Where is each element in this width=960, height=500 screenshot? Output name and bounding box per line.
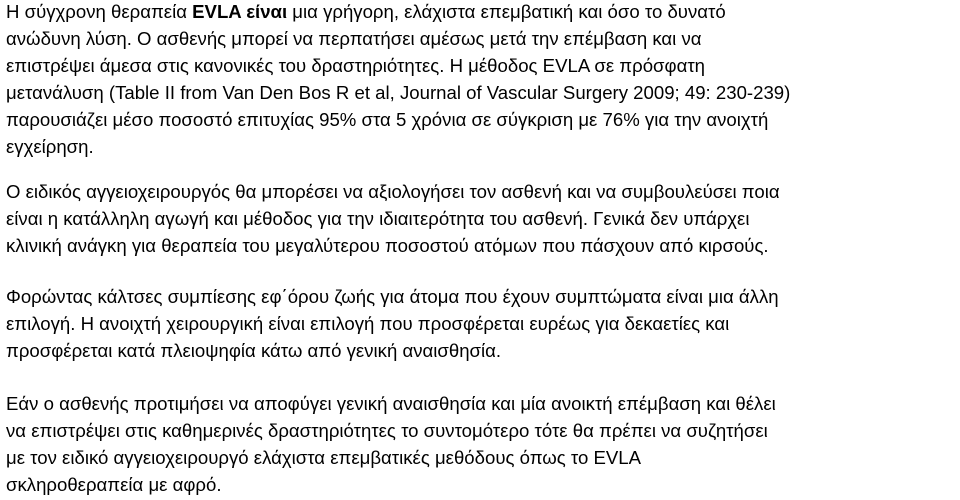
text-line <box>6 207 749 231</box>
text-line <box>6 234 769 258</box>
text-line <box>6 0 726 24</box>
text-line <box>6 312 729 336</box>
text-run: ανώδυνη λύση. Ο ασθενής μπορεί να περπατήσει αμέσως μετά την επέμβαση και να <box>6 28 702 49</box>
text-line <box>6 54 705 78</box>
text-line <box>6 135 94 159</box>
text-run: να επιστρέψει στις καθημερινές δραστηριότητες το συντομότερο τότε θα πρέπει να συζητήσει <box>6 420 768 441</box>
text-line <box>6 285 779 309</box>
text-line <box>6 446 641 470</box>
text-run: με τον ειδικό αγγειοχειρουργό ελάχιστα επεμβατικές μεθόδους όπως το EVLA <box>6 447 642 468</box>
text-run: εγχείρηση. <box>6 136 94 157</box>
text-run: μια γρήγορη, ελάχιστα επεμβατική και όσο το δυνατό <box>287 1 726 22</box>
text-run: μετανάλυση (Table II from Van Den Bos R et al, Journal of Vascular Surgery 2009; 49: 230-239) <box>6 82 791 103</box>
text-run: παρουσιάζει μέσο ποσοστό επιτυχίας 95% στα 5 χρόνια σε σύγκριση με 76% για την ανοιχτή <box>6 109 769 130</box>
text-run: Η σύγχρονη θεραπεία <box>6 1 193 22</box>
text-line <box>6 419 768 443</box>
text-run: προσφέρεται κατά πλειοψηφία κάτω από γενική αναισθησία. <box>6 340 502 361</box>
text-line <box>6 27 702 51</box>
text-run: κλινική ανάγκη για θεραπεία του μεγαλύτερου ποσοστού ατόμων που πάσχουν από κιρσούς. <box>6 235 769 256</box>
text-line <box>6 180 780 204</box>
text-run: Εάν ο ασθενής προτιμήσει να αποφύγει γενική αναισθησία και μία ανοικτή επέμβαση και θέλει <box>6 393 776 414</box>
text-run: επιλογή. Η ανοιχτή χειρουργική είναι επιλογή που προσφέρεται ευρέως για δεκαετίες και <box>6 313 730 334</box>
text-line <box>6 473 222 497</box>
text-line <box>6 392 776 416</box>
text-run: Ο ειδικός αγγειοχειρουργός θα μπορέσει να αξιολογήσει τον ασθενή και να συμβουλεύσει ποια <box>6 181 780 202</box>
text-line <box>6 339 501 363</box>
text-run: επιστρέψει άμεσα στις κανονικές του δραστηριότητες. Η μέθοδος EVLA σε πρόσφατη <box>6 55 706 76</box>
text-run: σκληροθεραπεία με αφρό. <box>6 474 222 495</box>
text-run: Φορώντας κάλτσες συμπίεσης εφ΄όρου ζωής για άτομα που έχουν συμπτώματα είναι μια άλλη <box>6 286 779 307</box>
text-run: είναι η κατάλληλη αγωγή και μέθοδος για την ιδιαιτερότητα του ασθενή. Γενικά δεν υπάρχει <box>6 208 750 229</box>
text-line <box>6 81 790 105</box>
text-line <box>6 108 768 132</box>
bold-text: EVLA είναι <box>192 1 288 22</box>
